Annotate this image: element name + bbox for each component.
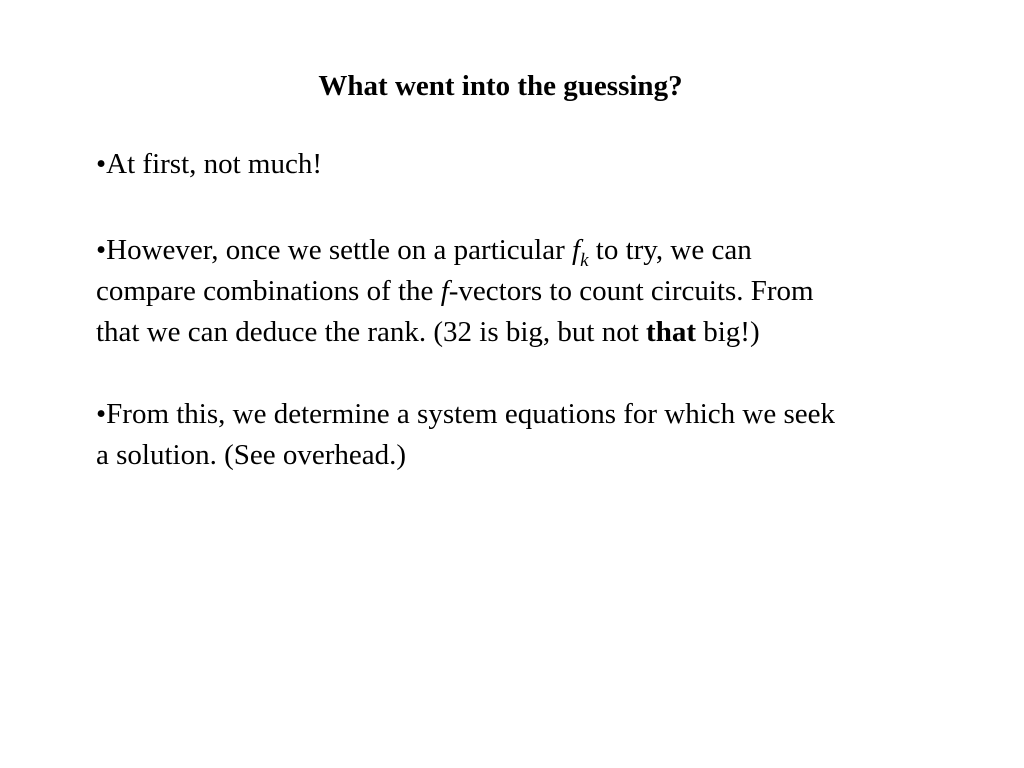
- bullet-marker: •: [96, 148, 107, 180]
- bullet-marker: •: [96, 398, 107, 430]
- bullet-3-line-2: a solution. (See overhead.): [96, 439, 407, 471]
- bullet-2-line-1: •However, once we settle on a particular $f_k$ to try, we can: [96, 234, 752, 271]
- bullet-marker: •: [96, 234, 107, 266]
- bullet-3-line-1: •From this, we determine a system equations for which we seek: [96, 398, 836, 430]
- f-symbol: f: [572, 234, 581, 266]
- bullet-2-line-2: compare combinations of the f-vectors to count circuits. From: [96, 275, 814, 307]
- slide-title: What went into the guessing?: [318, 70, 683, 102]
- bullet-1: [96, 144, 322, 185]
- k-subscript: k: [580, 250, 589, 271]
- bullet-1-line-1: •At first, not much!: [96, 148, 323, 180]
- f-symbol: f: [440, 275, 449, 307]
- bullet-2: [96, 230, 814, 353]
- emphasis-that: that: [646, 316, 696, 348]
- bullet-2-line-3: that we can deduce the rank. (32 is big, but not that big!): [96, 316, 760, 348]
- bullet-3: [96, 394, 835, 476]
